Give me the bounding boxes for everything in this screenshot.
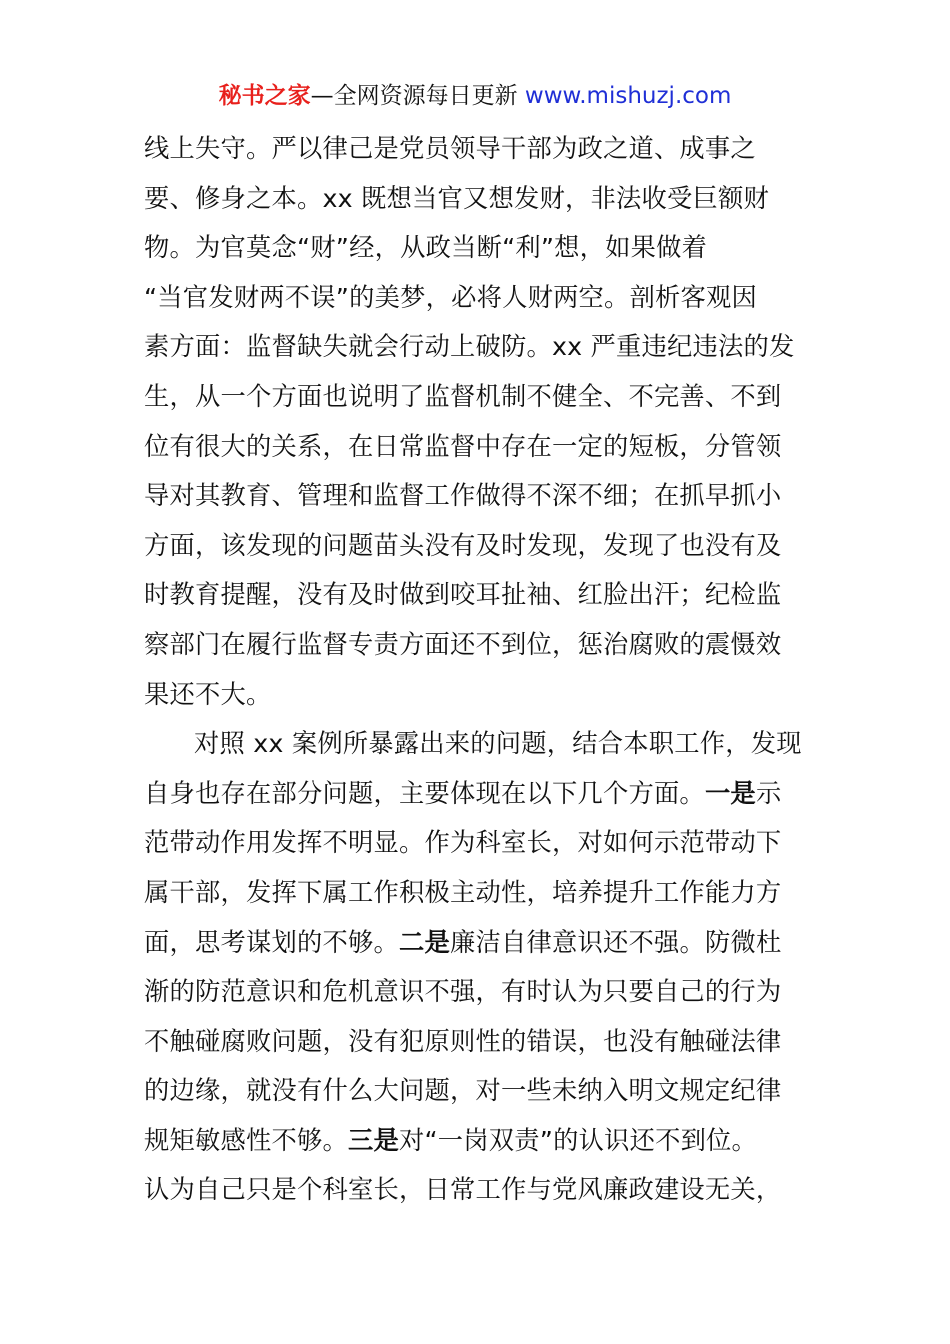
text-line (144, 769, 812, 819)
bold-marker: 二是 (398, 927, 450, 957)
bold-marker: 三是 (347, 1125, 399, 1155)
text-line: 的边缘，就没有什么大问题，对一些未纳入明文规定纪律 (144, 1076, 782, 1106)
text-line: 要、修身之本。xx 既想当官又想发财，非法收受巨额财 (144, 183, 770, 213)
site-url-link[interactable]: www.mishuzj.com (524, 83, 732, 109)
text-line: 线上失守。严以律己是党员领导干部为政之道、成事之 (144, 134, 756, 163)
paragraph-first-line: 对照 xx 案例所暴露出来的问题，结合本职工作，发现 (194, 729, 802, 759)
bold-marker: 一是 (704, 778, 756, 808)
text-segment: 自身也存在部分问题，主要体现在以下几个方面。 (144, 778, 705, 808)
text-segment: 示 (755, 778, 782, 808)
text-line: 属干部，发挥下属工作积极主动性，培养提升工作能力方 (144, 877, 782, 907)
text-line: 认为自己只是个科室长，日常工作与党风廉政建设无关， (144, 1175, 782, 1205)
text-line: “当官发财两不误”的美梦，必将人财两空。剖析客观因 (144, 282, 758, 312)
text-segment: 规矩敏感性不够。 (144, 1125, 348, 1155)
text-line: 方面，该发现的问题苗头没有及时发现，发现了也没有及 (144, 530, 782, 560)
text-line: 物。为官莫念“财”经，从政当断“利”想，如果做着 (144, 233, 708, 263)
text-line: 导对其教育、管理和监督工作做得不深不细；在抓早抓小 (144, 481, 782, 511)
text-segment: 对“一岗双责”的认识还不到位。 (398, 1125, 758, 1155)
text-line (144, 1116, 812, 1166)
text-segment: 廉洁自律意识还不强。防微杜 (449, 927, 782, 957)
page-header (0, 80, 950, 112)
header-tagline: —全网资源每日更新 (310, 83, 518, 109)
text-line: 素方面：监督缺失就会行动上破防。xx 严重违纪违法的发 (144, 332, 795, 362)
document-body (144, 124, 812, 1215)
text-line: 察部门在履行监督专责方面还不到位，惩治腐败的震慑效 (144, 629, 782, 659)
text-line: 渐的防范意识和危机意识不强，有时认为只要自己的行为 (144, 977, 782, 1007)
text-line: 范带动作用发挥不明显。作为科室长，对如何示范带动下 (144, 828, 782, 858)
text-line: 不触碰腐败问题，没有犯原则性的错误，也没有触碰法律 (144, 1026, 782, 1056)
text-line: 果还不大。 (144, 679, 272, 709)
text-line (144, 918, 812, 968)
text-line: 生，从一个方面也说明了监督机制不健全、不完善、不到 (144, 381, 782, 411)
brand-name: 秘书之家 (218, 83, 311, 109)
text-segment: 面，思考谋划的不够。 (144, 927, 399, 957)
text-line: 位有很大的关系，在日常监督中存在一定的短板，分管领 (144, 431, 782, 461)
text-line: 时教育提醒，没有及时做到咬耳扯袖、红脸出汗；纪检监 (144, 580, 782, 610)
